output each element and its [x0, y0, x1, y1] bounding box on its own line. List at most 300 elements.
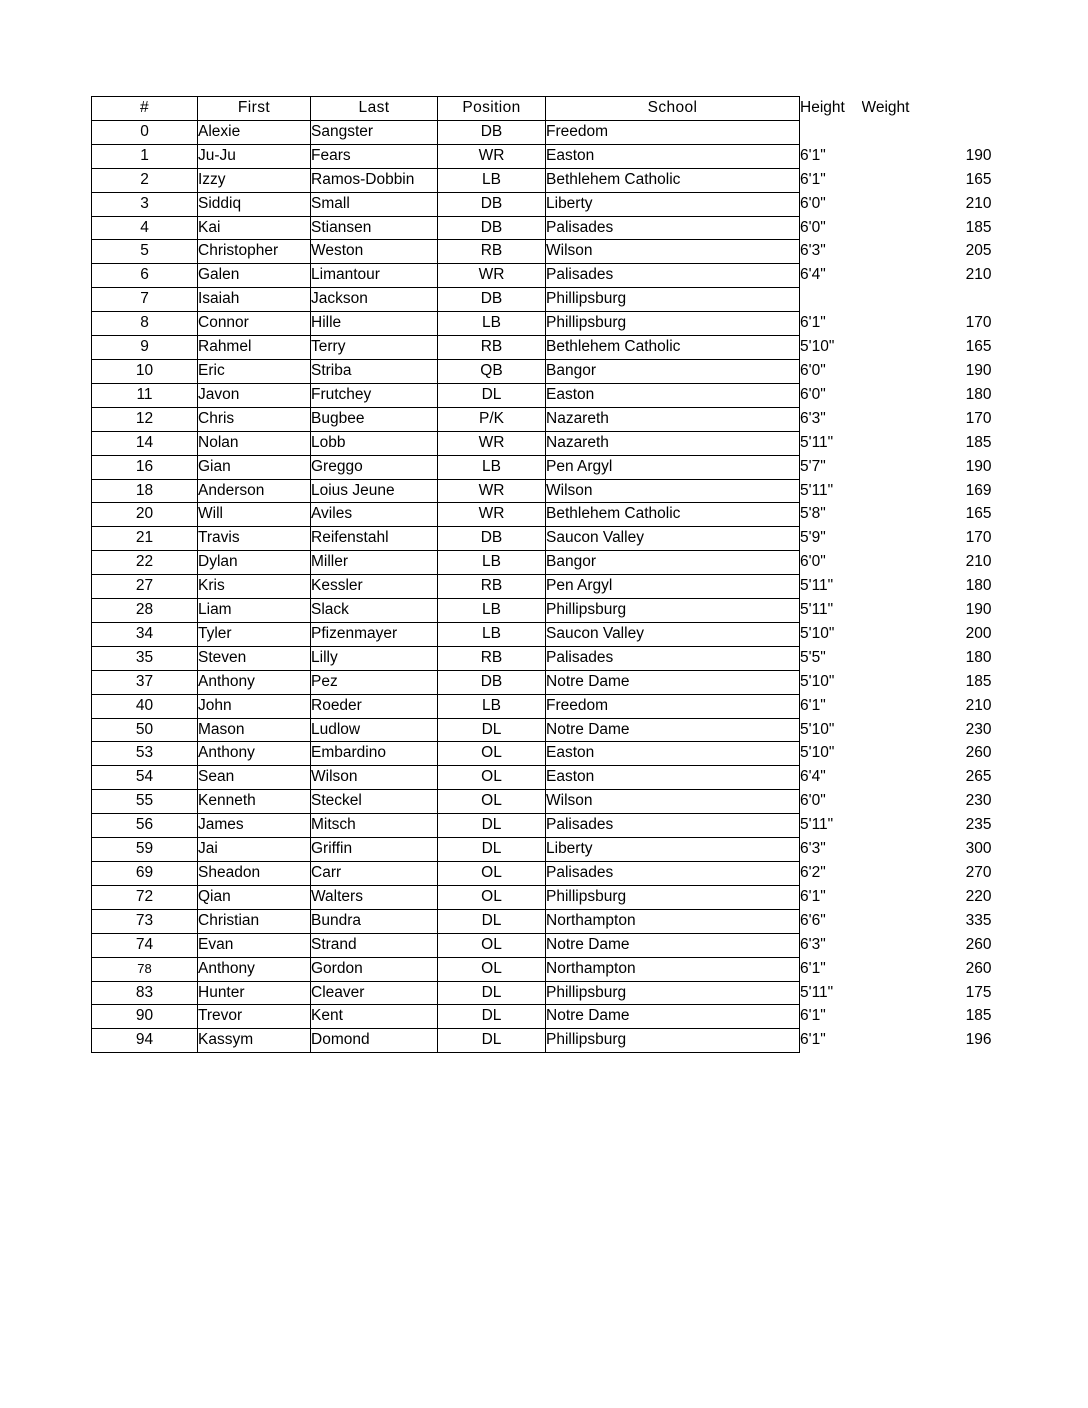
cell-last-name: Stiansen — [311, 216, 438, 240]
cell-weight: 300 — [965, 840, 992, 858]
cell-number: 34 — [92, 622, 198, 646]
cell-last-name: Striba — [311, 359, 438, 383]
table-row — [92, 622, 992, 646]
cell-last-name: Cleaver — [311, 981, 438, 1005]
cell-school: Freedom — [546, 694, 800, 718]
table-row — [92, 192, 992, 216]
cell-weight: 180 — [965, 385, 992, 403]
cell-height: 6'1" — [800, 1031, 826, 1049]
cell-last-name: Lobb — [311, 431, 438, 455]
cell-position: DB — [438, 670, 546, 694]
cell-position: WR — [438, 479, 546, 503]
cell-first-name: Javon — [198, 383, 311, 407]
cell-last-name: Limantour — [311, 264, 438, 288]
cell-weight: 185 — [965, 433, 992, 451]
cell-number: 2 — [92, 168, 198, 192]
cell-position: LB — [438, 312, 546, 336]
cell-position: DL — [438, 1005, 546, 1029]
table-row — [92, 718, 992, 742]
cell-position: DL — [438, 981, 546, 1005]
cell-height: 5'11" — [800, 983, 834, 1001]
cell-height: 6'0" — [800, 361, 826, 379]
cell-height — [800, 120, 862, 144]
cell-position: DL — [438, 383, 546, 407]
cell-school: Phillipsburg — [546, 1029, 800, 1053]
table-row — [92, 981, 992, 1005]
cell-position: LB — [438, 694, 546, 718]
table-row — [92, 909, 992, 933]
table-row — [92, 264, 992, 288]
cell-position: OL — [438, 885, 546, 909]
cell-height: 6'4" — [800, 266, 826, 284]
cell-position: WR — [438, 144, 546, 168]
cell-first-name: Ju-Ju — [198, 144, 311, 168]
cell-height: 6'3" — [800, 840, 826, 858]
cell-position: OL — [438, 862, 546, 886]
cell-number: 83 — [92, 981, 198, 1005]
cell-number: 18 — [92, 479, 198, 503]
cell-position: OL — [438, 957, 546, 981]
cell-position: OL — [438, 790, 546, 814]
cell-school: Liberty — [546, 838, 800, 862]
roster-table — [91, 96, 992, 1053]
cell-school: Palisades — [546, 646, 800, 670]
table-row — [92, 575, 992, 599]
cell-school: Wilson — [546, 790, 800, 814]
cell-position: RB — [438, 336, 546, 360]
cell-weight: 220 — [965, 887, 992, 905]
cell-height: 5'10" — [800, 624, 835, 642]
column-header-number: # — [92, 97, 198, 121]
cell-first-name: Anthony — [198, 670, 311, 694]
cell-last-name: Slack — [311, 599, 438, 623]
cell-height: 6'1" — [800, 887, 826, 905]
cell-last-name: Ludlow — [311, 718, 438, 742]
column-header-height: Height — [800, 99, 845, 116]
cell-position: LB — [438, 551, 546, 575]
table-row — [92, 216, 992, 240]
cell-first-name: Alexie — [198, 120, 311, 144]
cell-first-name: Will — [198, 503, 311, 527]
table-row — [92, 838, 992, 862]
table-row — [92, 694, 992, 718]
cell-first-name: Dylan — [198, 551, 311, 575]
cell-first-name: Galen — [198, 264, 311, 288]
cell-last-name: Weston — [311, 240, 438, 264]
cell-first-name: Mason — [198, 718, 311, 742]
cell-school: Easton — [546, 742, 800, 766]
cell-weight: 185 — [965, 1007, 992, 1025]
cell-height: 6'4" — [800, 768, 826, 786]
cell-first-name: Anderson — [198, 479, 311, 503]
cell-first-name: Qian — [198, 885, 311, 909]
cell-last-name: Bundra — [311, 909, 438, 933]
cell-weight: 230 — [965, 792, 992, 810]
cell-position: RB — [438, 646, 546, 670]
cell-first-name: Izzy — [198, 168, 311, 192]
cell-height: 6'1" — [800, 1007, 826, 1025]
cell-height: 5'7" — [800, 457, 826, 475]
cell-weight: 190 — [965, 457, 992, 475]
cell-last-name: Carr — [311, 862, 438, 886]
cell-number: 28 — [92, 599, 198, 623]
cell-position: DL — [438, 718, 546, 742]
table-row — [92, 646, 992, 670]
cell-school: Palisades — [546, 264, 800, 288]
cell-first-name: Anthony — [198, 742, 311, 766]
cell-height: 5'8" — [800, 505, 826, 523]
cell-first-name: Jai — [198, 838, 311, 862]
cell-last-name: Kent — [311, 1005, 438, 1029]
cell-first-name: Chris — [198, 407, 311, 431]
cell-weight: 210 — [965, 194, 992, 212]
cell-school: Pen Argyl — [546, 455, 800, 479]
cell-weight: 230 — [965, 720, 992, 738]
cell-number: 10 — [92, 359, 198, 383]
cell-school: Bethlehem Catholic — [546, 336, 800, 360]
cell-number: 72 — [92, 885, 198, 909]
cell-position: DB — [438, 192, 546, 216]
cell-number: 94 — [92, 1029, 198, 1053]
table-row — [92, 168, 992, 192]
cell-number: 6 — [92, 264, 198, 288]
cell-last-name: Embardino — [311, 742, 438, 766]
table-row — [92, 957, 992, 981]
cell-position: RB — [438, 240, 546, 264]
cell-position: OL — [438, 933, 546, 957]
cell-number: 12 — [92, 407, 198, 431]
cell-number: 56 — [92, 814, 198, 838]
table-row — [92, 407, 992, 431]
cell-weight: 165 — [965, 505, 992, 523]
column-header-school: School — [546, 97, 800, 121]
cell-first-name: Nolan — [198, 431, 311, 455]
cell-position: DL — [438, 909, 546, 933]
cell-last-name: Wilson — [311, 766, 438, 790]
cell-first-name: Eric — [198, 359, 311, 383]
table-row — [92, 479, 992, 503]
cell-number: 7 — [92, 288, 198, 312]
cell-height: 6'1" — [800, 959, 826, 977]
cell-last-name: Griffin — [311, 838, 438, 862]
table-row — [92, 742, 992, 766]
cell-number: 73 — [92, 909, 198, 933]
cell-last-name: Walters — [311, 885, 438, 909]
table-row — [92, 240, 992, 264]
cell-school: Bangor — [546, 359, 800, 383]
cell-position: WR — [438, 503, 546, 527]
cell-weight: 210 — [965, 266, 992, 284]
cell-weight: 260 — [965, 959, 992, 977]
cell-school: Easton — [546, 383, 800, 407]
table-row — [92, 359, 992, 383]
roster-body — [92, 120, 992, 1052]
cell-number: 53 — [92, 742, 198, 766]
cell-last-name: Hille — [311, 312, 438, 336]
cell-height: 5'11" — [800, 577, 834, 595]
table-row — [92, 933, 992, 957]
cell-number: 5 — [92, 240, 198, 264]
table-row — [92, 503, 992, 527]
table-row — [92, 527, 992, 551]
cell-first-name: Travis — [198, 527, 311, 551]
cell-weight: 185 — [965, 218, 992, 236]
cell-last-name: Loius Jeune — [311, 479, 438, 503]
cell-height: 6'3" — [800, 935, 826, 953]
table-row — [92, 383, 992, 407]
column-header-weight: Weight — [861, 99, 910, 116]
cell-number: 3 — [92, 192, 198, 216]
cell-height: 6'0" — [800, 553, 826, 571]
cell-weight: 170 — [965, 409, 992, 427]
cell-position: QB — [438, 359, 546, 383]
cell-school: Liberty — [546, 192, 800, 216]
table-row — [92, 885, 992, 909]
table-row — [92, 766, 992, 790]
cell-first-name: James — [198, 814, 311, 838]
cell-position: P/K — [438, 407, 546, 431]
cell-weight: 265 — [965, 768, 992, 786]
cell-weight: 200 — [965, 624, 992, 642]
cell-weight: 180 — [965, 577, 992, 595]
cell-first-name: Liam — [198, 599, 311, 623]
table-row — [92, 551, 992, 575]
cell-number: 16 — [92, 455, 198, 479]
cell-weight: 205 — [965, 242, 992, 260]
cell-height: 5'10" — [800, 672, 835, 690]
cell-height: 6'1" — [800, 314, 826, 332]
table-row — [92, 790, 992, 814]
cell-height: 6'0" — [800, 385, 826, 403]
cell-weight: 165 — [965, 338, 992, 356]
table-header-row — [92, 97, 992, 121]
column-header-last: Last — [311, 97, 438, 121]
cell-last-name: Aviles — [311, 503, 438, 527]
cell-number: 35 — [92, 646, 198, 670]
cell-school: Wilson — [546, 240, 800, 264]
column-header-first: First — [198, 97, 311, 121]
cell-position: WR — [438, 431, 546, 455]
cell-first-name: Siddiq — [198, 192, 311, 216]
cell-last-name: Domond — [311, 1029, 438, 1053]
cell-position: LB — [438, 622, 546, 646]
table-row — [92, 862, 992, 886]
cell-position: LB — [438, 168, 546, 192]
cell-last-name: Lilly — [311, 646, 438, 670]
cell-height: 6'1" — [800, 696, 826, 714]
cell-number: 55 — [92, 790, 198, 814]
cell-number: 1 — [92, 144, 198, 168]
cell-first-name: Isaiah — [198, 288, 311, 312]
cell-height: 6'1" — [800, 170, 826, 188]
cell-position: DB — [438, 527, 546, 551]
cell-last-name: Strand — [311, 933, 438, 957]
cell-height: 5'9" — [800, 529, 826, 547]
table-row — [92, 670, 992, 694]
cell-first-name: Evan — [198, 933, 311, 957]
cell-position: DB — [438, 288, 546, 312]
cell-weight: 185 — [965, 672, 992, 690]
cell-number: 59 — [92, 838, 198, 862]
cell-height: 5'10" — [800, 744, 835, 762]
cell-height: 5'11" — [800, 816, 834, 834]
cell-number: 69 — [92, 862, 198, 886]
cell-school: Notre Dame — [546, 718, 800, 742]
cell-school: Phillipsburg — [546, 981, 800, 1005]
cell-first-name: Christopher — [198, 240, 311, 264]
cell-first-name: Kris — [198, 575, 311, 599]
cell-height: 6'3" — [800, 242, 826, 260]
cell-number: 40 — [92, 694, 198, 718]
cell-first-name: Rahmel — [198, 336, 311, 360]
cell-first-name: Gian — [198, 455, 311, 479]
cell-weight: 165 — [965, 170, 992, 188]
cell-number: 14 — [92, 431, 198, 455]
cell-number: 37 — [92, 670, 198, 694]
cell-height: 6'6" — [800, 911, 826, 929]
cell-school: Easton — [546, 144, 800, 168]
cell-school: Wilson — [546, 479, 800, 503]
cell-school: Pen Argyl — [546, 575, 800, 599]
cell-height: 5'11" — [800, 433, 834, 451]
cell-number: 21 — [92, 527, 198, 551]
cell-number: 90 — [92, 1005, 198, 1029]
cell-last-name: Jackson — [311, 288, 438, 312]
cell-last-name: Terry — [311, 336, 438, 360]
cell-weight: 270 — [965, 864, 992, 881]
table-row — [92, 144, 992, 168]
cell-height: 6'0" — [800, 218, 826, 236]
cell-last-name: Frutchey — [311, 383, 438, 407]
cell-last-name: Steckel — [311, 790, 438, 814]
cell-school: Bethlehem Catholic — [546, 168, 800, 192]
cell-last-name: Miller — [311, 551, 438, 575]
cell-position: DL — [438, 814, 546, 838]
cell-school: Northampton — [546, 909, 800, 933]
cell-weight: 175 — [965, 983, 992, 1001]
table-row — [92, 599, 992, 623]
cell-school: Nazareth — [546, 407, 800, 431]
cell-number: 9 — [92, 336, 198, 360]
cell-first-name: Hunter — [198, 981, 311, 1005]
cell-school: Palisades — [546, 862, 800, 886]
cell-position: OL — [438, 766, 546, 790]
cell-height: 5'11" — [800, 481, 834, 499]
cell-number: 4 — [92, 216, 198, 240]
cell-first-name: Tyler — [198, 622, 311, 646]
cell-weight: 190 — [965, 601, 992, 619]
cell-school: Freedom — [546, 120, 800, 144]
table-row — [92, 814, 992, 838]
cell-school: Notre Dame — [546, 933, 800, 957]
cell-last-name: Sangster — [311, 120, 438, 144]
cell-weight: 190 — [965, 146, 992, 164]
cell-number: 22 — [92, 551, 198, 575]
cell-school: Bangor — [546, 551, 800, 575]
cell-position: DL — [438, 1029, 546, 1053]
cell-weight: 180 — [965, 648, 992, 666]
cell-weight: 260 — [965, 744, 992, 762]
cell-number: 27 — [92, 575, 198, 599]
cell-first-name: Kai — [198, 216, 311, 240]
cell-weight: 170 — [965, 529, 992, 547]
cell-school: Saucon Valley — [546, 622, 800, 646]
cell-position: WR — [438, 264, 546, 288]
cell-first-name: Sean — [198, 766, 311, 790]
cell-weight: 170 — [965, 314, 992, 332]
cell-position: OL — [438, 742, 546, 766]
cell-weight: 210 — [965, 696, 992, 714]
cell-weight: 210 — [965, 553, 992, 571]
cell-school: Phillipsburg — [546, 312, 800, 336]
cell-weight: 335 — [965, 911, 992, 929]
cell-weight — [862, 120, 992, 144]
cell-height: 5'11" — [800, 601, 834, 619]
table-row — [92, 288, 992, 312]
table-row — [92, 1029, 992, 1053]
cell-height: 6'1" — [800, 146, 826, 164]
cell-height: 6'2" — [800, 864, 826, 881]
cell-last-name: Greggo — [311, 455, 438, 479]
cell-last-name: Bugbee — [311, 407, 438, 431]
cell-school: Saucon Valley — [546, 527, 800, 551]
cell-position: DL — [438, 838, 546, 862]
table-row — [92, 120, 992, 144]
cell-first-name: Kassym — [198, 1029, 311, 1053]
cell-first-name: Steven — [198, 646, 311, 670]
cell-number: 74 — [92, 933, 198, 957]
cell-height: 6'3" — [800, 409, 826, 427]
cell-first-name: Trevor — [198, 1005, 311, 1029]
cell-first-name: Sheadon — [198, 862, 311, 886]
cell-school: Phillipsburg — [546, 885, 800, 909]
cell-number: 78 — [92, 957, 198, 981]
cell-height: 6'0" — [800, 792, 826, 810]
cell-number: 20 — [92, 503, 198, 527]
cell-last-name: Small — [311, 192, 438, 216]
cell-number: 50 — [92, 718, 198, 742]
cell-weight: 196 — [965, 1031, 992, 1049]
cell-school: Notre Dame — [546, 1005, 800, 1029]
cell-height: 6'0" — [800, 194, 826, 212]
cell-height: 5'10" — [800, 338, 835, 356]
cell-school: Easton — [546, 766, 800, 790]
cell-first-name: Connor — [198, 312, 311, 336]
cell-school: Palisades — [546, 814, 800, 838]
table-row — [92, 431, 992, 455]
cell-number: 54 — [92, 766, 198, 790]
cell-weight — [862, 288, 992, 312]
cell-school: Phillipsburg — [546, 288, 800, 312]
cell-number: 8 — [92, 312, 198, 336]
cell-height — [800, 288, 862, 312]
cell-last-name: Ramos-Dobbin — [311, 168, 438, 192]
cell-position: LB — [438, 599, 546, 623]
cell-last-name: Kessler — [311, 575, 438, 599]
cell-height: 5'5" — [800, 648, 826, 666]
cell-weight: 190 — [965, 361, 992, 379]
cell-position: DB — [438, 216, 546, 240]
cell-number: 0 — [92, 120, 198, 144]
table-row — [92, 336, 992, 360]
cell-weight: 260 — [965, 935, 992, 953]
cell-school: Phillipsburg — [546, 599, 800, 623]
cell-height: 5'10" — [800, 720, 835, 738]
cell-last-name: Pfizenmayer — [311, 622, 438, 646]
cell-last-name: Gordon — [311, 957, 438, 981]
cell-weight: 235 — [965, 816, 992, 834]
cell-position: DB — [438, 120, 546, 144]
